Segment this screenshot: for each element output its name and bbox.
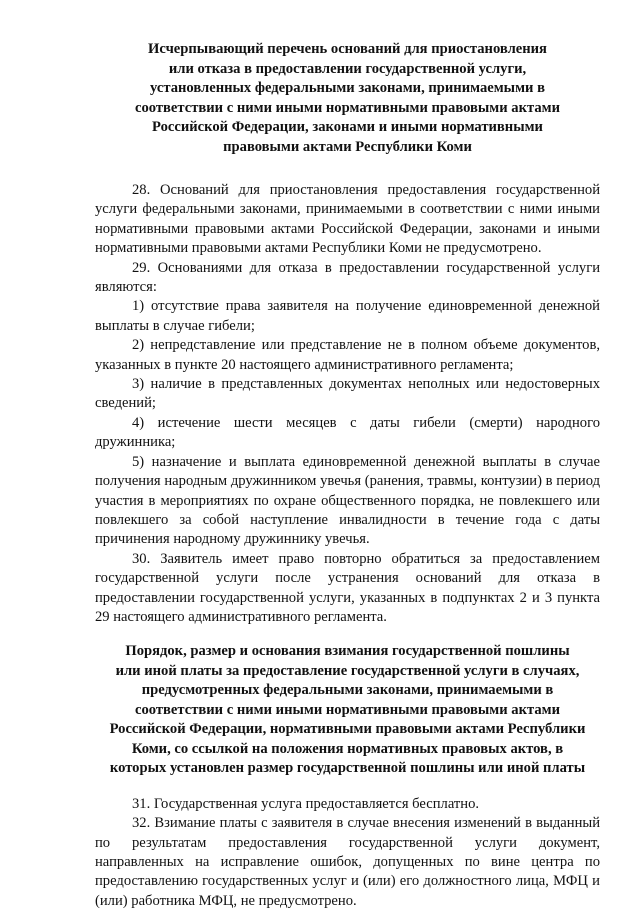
heading-line: установленных федеральными законами, принимаемыми в <box>150 80 545 96</box>
refusal-ground-item-2: 2) непредставление или представление не в полном объеме документов, указанных в пункте 20 настоящего административного регламента; <box>95 337 600 373</box>
heading-line: правовыми актами Республики Коми <box>223 138 472 155</box>
heading-line: предусмотренных федеральными законами, принимаемыми в <box>141 682 554 699</box>
paragraph-29: 29. Основаниями для отказа в предоставлении государственной услуги являются: <box>95 259 600 296</box>
section-heading-grounds-for-refusal <box>95 40 600 157</box>
refusal-ground-item-4: 4) истечение шести месяцев с даты гибели (смерти) народного дружинника; <box>95 414 600 451</box>
refusal-ground-item-5: 5) назначение и выплата единовременной денежной выплаты в случае получения народным дружинником увечья (ранения, травмы, контузии) в период участия в мероприятиях по охране общественного порядка, не повлекшего или повлекшего за собой наступление инвалидности в течение года с даты причинения народному дружиннику увечья. <box>95 453 600 548</box>
document-page <box>95 40 600 911</box>
heading-line: или отказа в предоставлении государственной услуги, <box>168 60 527 77</box>
heading-line: Российской Федерации, законами и иными нормативными <box>152 119 543 135</box>
heading-line: соответствии с ними иными нормативными правовыми актами <box>134 701 561 718</box>
heading-line: или иной платы за предоставление государственной услуги в случаях, <box>115 662 580 679</box>
heading-line: Исчерпывающий перечень оснований для приостановления <box>148 41 547 57</box>
paragraph-31: 31. Государственная услуга предоставляется бесплатно. <box>132 795 480 812</box>
refusal-ground-item-1: 1) отсутствие права заявителя на получение единовременной денежной выплаты в случае гибели; <box>95 298 600 334</box>
heading-line: Порядок, размер и основания взимания государственной пошлины <box>125 643 570 660</box>
heading-line: которых установлен размер государственной пошлины или иной платы <box>109 760 586 777</box>
paragraph-30: 30. Заявитель имеет право повторно обратиться за предоставлением государственной услуги после устранения оснований для отказа в предоставлении государственной услуги, указанных в подпунктах 2 и 3 пункта 29 настоящего административного регламента. <box>95 550 600 625</box>
refusal-ground-item-3: 3) наличие в представленных документах неполных или недостоверных сведений; <box>95 376 600 412</box>
paragraph-32: 32. Взимание платы с заявителя в случае внесения изменений в выданный по результатам предоставления государственной услуги документ, направленных на исправление ошибок, допущенных по вине центра по предоставлению государственных услуг и (или) его должностного лица, МФЦ и (или) работника МФЦ, не предусмотрено. <box>95 815 600 909</box>
paragraph-28: 28. Оснований для приостановления предоставления государственной услуги федеральными законами, принимаемыми в соответствии с ними иными нормативными правовыми актами Российской Федерации, законами и иными нормативными правовыми актами Республики Коми не предусмотрено. <box>95 182 600 257</box>
heading-line: Российской Федерации, нормативными правовыми актами Республики <box>109 721 586 738</box>
heading-line: Коми, со ссылкой на положения нормативных правовых актов, в <box>131 740 564 757</box>
heading-line: соответствии с ними иными нормативными правовыми актами <box>134 99 561 116</box>
section-heading-state-fee <box>95 642 600 779</box>
